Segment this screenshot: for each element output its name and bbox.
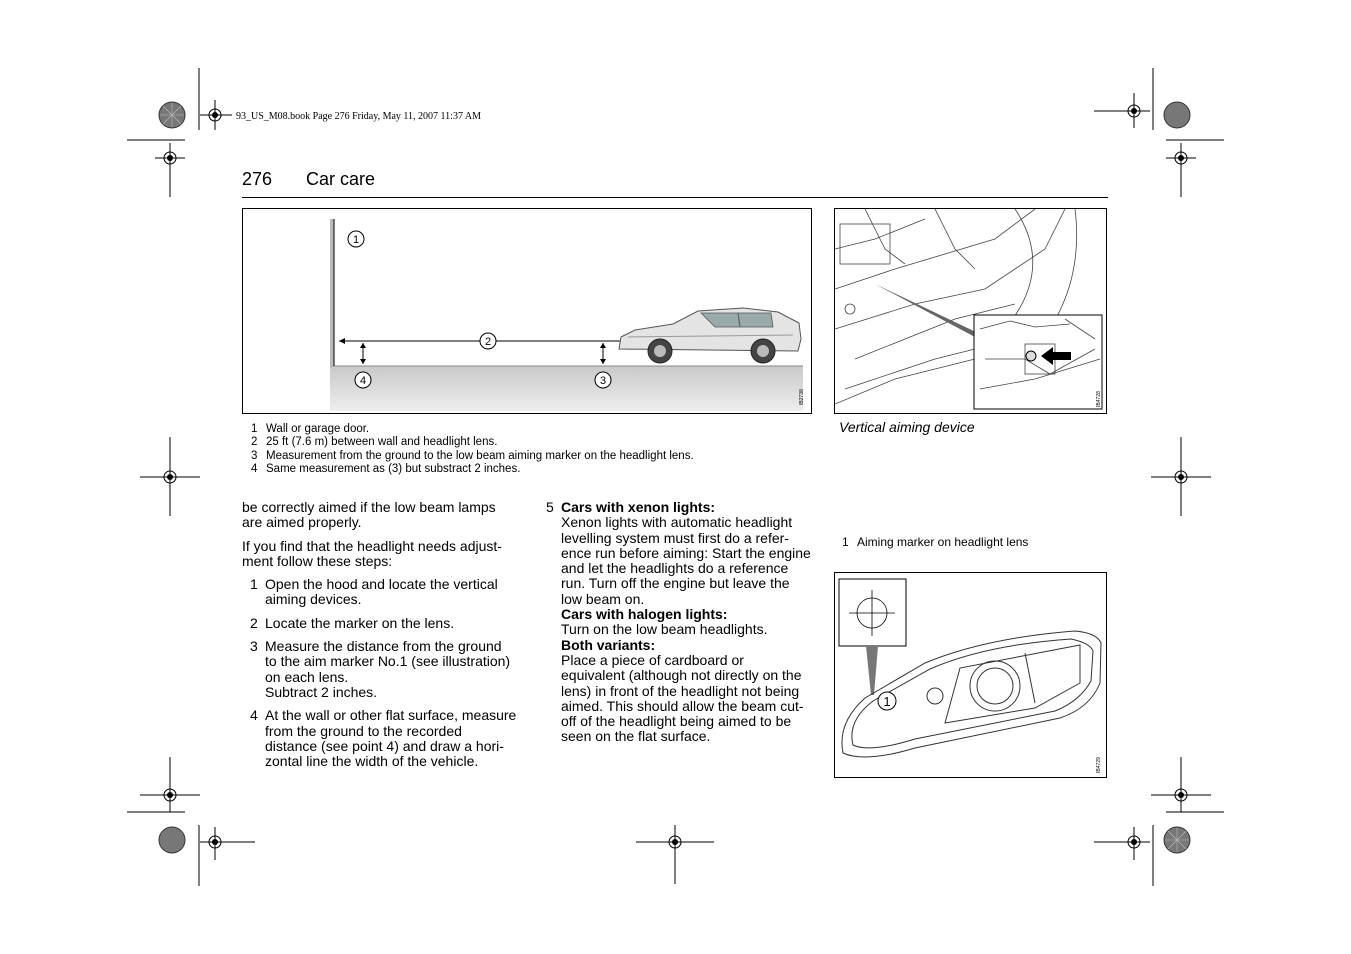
legend-item: 4 Same measurement as (3) but substract 2 inches. (251, 462, 521, 475)
halogen-text: Turn on the low beam headlights. (561, 621, 768, 638)
step-item: 1 Open the hood and locate the vertical aiming devices. (250, 576, 498, 608)
column-middle (538, 500, 811, 753)
callout-3: 3 (599, 375, 607, 387)
intro-paragraph: be correctly aimed if the low beam lamps are aimed properly. (242, 499, 496, 531)
both-heading: Both variants: (561, 636, 656, 653)
both-text: Place a piece of cardboard or equivalent (although not directly on the lens) in front of the headlight not being aimed. This should allow the beam cut-off of the headlight being aimed to be seen on the flat surface. (561, 651, 804, 745)
xenon-heading: Cars with xenon lights: (561, 499, 716, 515)
legend-item: 2 25 ft (7.6 m) between wall and headlight lens. (251, 436, 498, 449)
halogen-heading: Cars with halogen lights: (561, 606, 728, 623)
callout-2: 2 (484, 336, 492, 348)
figure-id-code: IB4728 (1096, 391, 1102, 407)
step-item: 3 Measure the distance from the ground to the aim marker No.1 (see illustration) on each lens. Subtract 2 inches. (250, 638, 511, 700)
book-line: 93_US_M08.book Page 276 Friday, May 11, 2007 11:37 AM (236, 111, 481, 122)
figure-legend (251, 423, 694, 476)
lens-callout-1: 1 (883, 694, 891, 709)
steps-intro: If you find that the headlight needs adjust-ment follow these steps: (242, 537, 502, 569)
page-number: 276 (242, 169, 273, 189)
step-item: 5 Cars with xenon lights: Xenon lights with automatic headlight levelling system must first do a refer-ence run before aiming: Start the engine and let the headlights do a reference run. Turn off the engine but leave the low beam on. Cars with halogen lights: Turn on the low beam headlights. Both variants: Place a piece of cardboard or equivalent (although not directly on the lens) in front of the headlight not being aimed. This should allow the beam cut-off of the headlight being aimed to be seen on the flat surface. (546, 499, 811, 745)
figure-wall-distance (242, 208, 812, 414)
figure-caption: Vertical aiming device (839, 419, 975, 435)
column-left (242, 500, 517, 777)
section-title: Car care (306, 169, 376, 189)
step-item: 4 At the wall or other flat surface, measure from the ground to the recorded distance (see point 4) and draw a hori-zontal line the width of the vehicle. (250, 707, 517, 770)
lens-legend: 1 Aiming marker on headlight lens (842, 535, 1029, 549)
car-illustration (619, 308, 801, 363)
aiming-device-illustration (835, 209, 1106, 413)
figure-headlight-lens (834, 572, 1107, 778)
wall-distance-illustration (243, 209, 811, 413)
header-rule (242, 197, 1108, 198)
step-item: 2 Locate the marker on the lens. (250, 614, 455, 631)
xenon-text: Xenon lights with automatic headlight levelling system must first do a refer-ence run before aiming: Start the engine and let the headlights do a reference run. Turn off the engine but leave the low beam on. (561, 514, 811, 607)
callout-1: 1 (352, 234, 360, 246)
legend-item: 1 Wall or garage door. (251, 423, 370, 435)
headlight-lens-illustration (835, 573, 1106, 777)
callout-4: 4 (359, 375, 367, 387)
figure-id-code: IB2738 (799, 389, 805, 405)
legend-item: 3 Measurement from the ground to the low beam aiming marker on the headlight lens. (251, 449, 694, 462)
figure-id-code: IB4729 (1096, 757, 1102, 773)
figure-aiming-device (834, 208, 1107, 414)
